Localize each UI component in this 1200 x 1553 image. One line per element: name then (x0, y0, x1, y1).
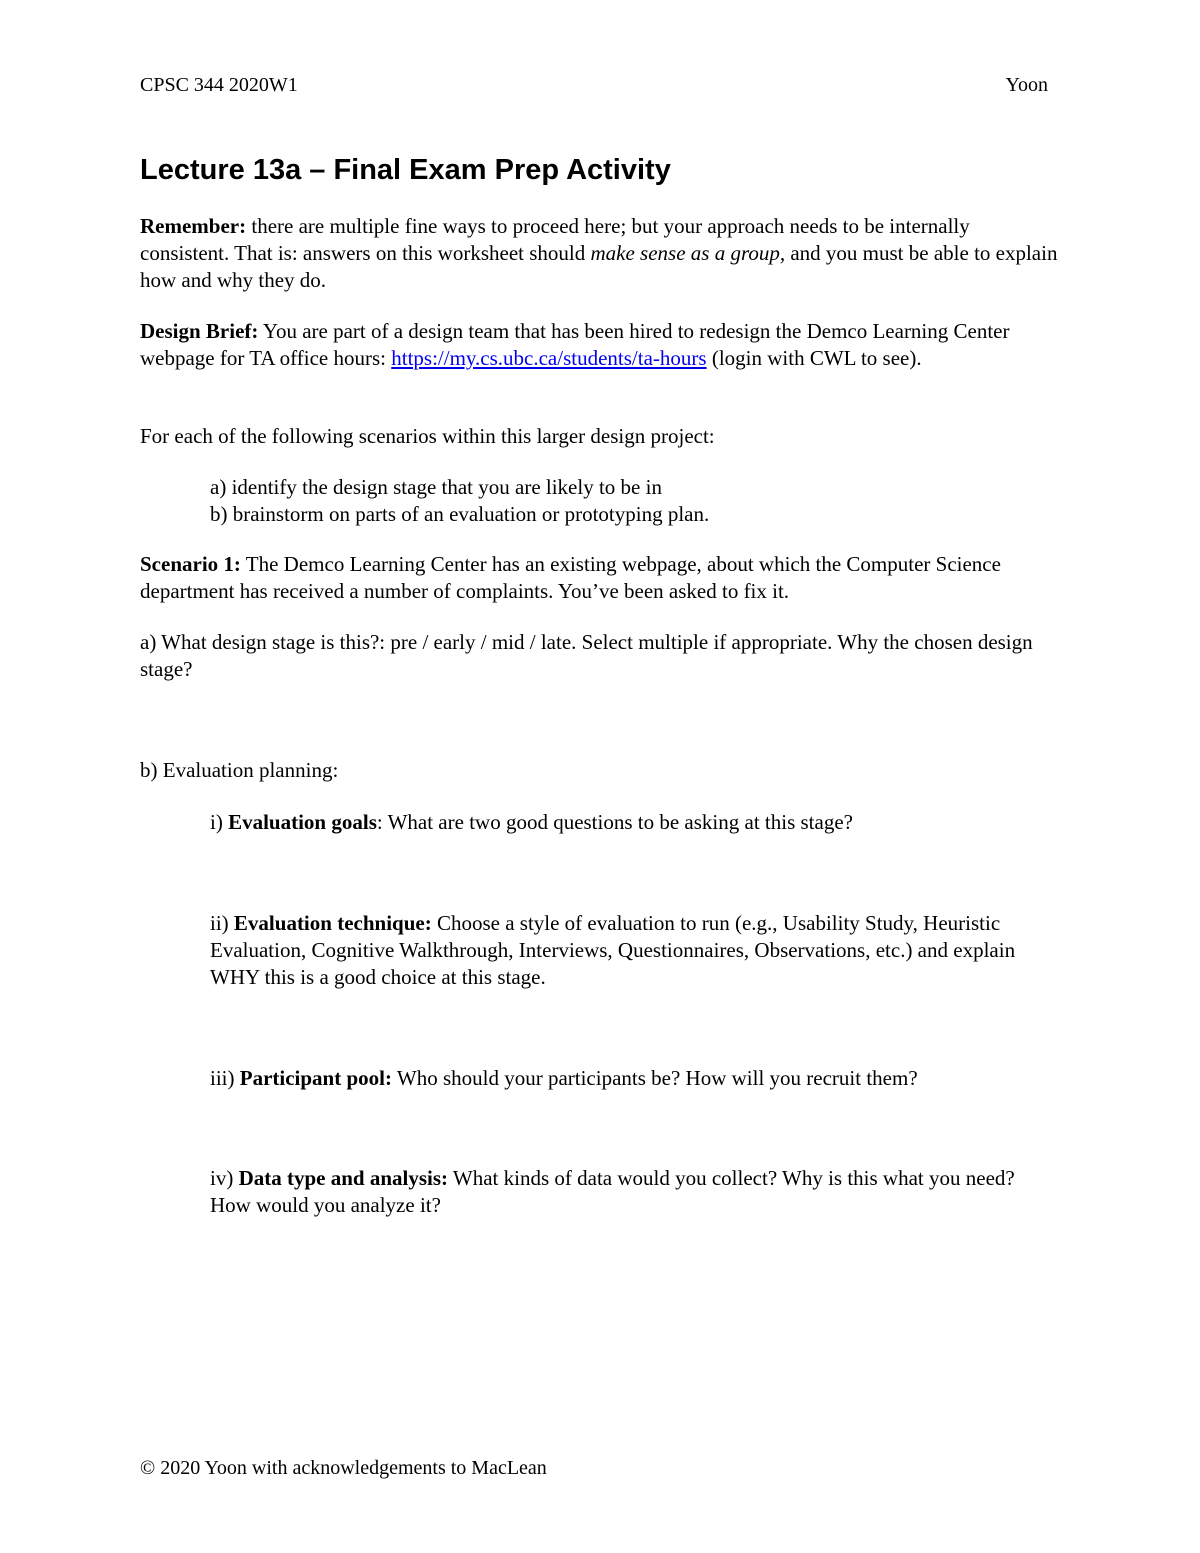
subquestion-i-text: : What are two good questions to be asking at this stage? (376, 810, 853, 834)
remember-emphasis: make sense as a group, (590, 241, 786, 265)
ta-hours-link[interactable]: https://my.cs.ubc.ca/students/ta-hours (391, 346, 707, 370)
question-a: a) What design stage is this?: pre / early / mid / late. Select multiple if appropriate. Why the chosen design stage? (140, 630, 1033, 681)
header-author: Yoon (1005, 74, 1048, 96)
subquestion-ii-text: Choose a style of evaluation to run (e.g., Usability Study, Heuristic Evaluation, Cognitive Walkthrough, Interviews, Questionnaires, Observations, etc.) and explain WHY this is a good choice at this stage. (210, 911, 1016, 989)
subquestion-i-prefix: i) (210, 810, 229, 834)
subquestion-iv-prefix: iv) (210, 1166, 239, 1190)
remember-paragraph (140, 213, 1060, 294)
task-a: a) identify the design stage that you are likely to be in (210, 475, 662, 499)
subquestion-ii-prefix: ii) (210, 911, 234, 935)
subquestion-i (210, 809, 1060, 836)
remember-text-2: and you must be able to explain how and why they do. (140, 241, 1058, 292)
header-course: CPSC 344 2020W1 (140, 74, 298, 96)
design-brief-label: Design Brief: (140, 319, 259, 343)
remember-label: Remember: (140, 214, 247, 238)
remember-text-1: there are multiple fine ways to proceed here; but your approach needs to be internally consistent. That is: answers on this worksheet should (140, 214, 970, 265)
subquestion-iv-text: What kinds of data would you collect? Why is this what you need? How would you analyze it? (210, 1166, 1015, 1217)
design-brief-text-2: (login with CWL to see). (706, 346, 922, 370)
design-brief-text-1: You are part of a design team that has been hired to redesign the Demco Learning Center webpage for TA office hours: (140, 319, 1010, 370)
design-brief-paragraph (140, 318, 1060, 372)
subquestion-iv-label: Data type and analysis: (238, 1166, 449, 1190)
question-b: b) Evaluation planning: (140, 758, 339, 782)
intro-paragraph: For each of the following scenarios within this larger design project: (140, 424, 715, 448)
subquestion-iv (210, 1165, 1060, 1219)
subquestion-iii-prefix: iii) (210, 1066, 240, 1090)
subquestion-iii-label: Participant pool: (239, 1066, 392, 1090)
scenario-1-text: The Demco Learning Center has an existing webpage, about which the Computer Science department has received a number of complaints. You’ve been asked to fix it. (140, 552, 1001, 603)
footer-copyright: © 2020 Yoon with acknowledgements to MacLean (140, 1457, 547, 1479)
scenario-1-label: Scenario 1: (140, 552, 241, 576)
task-b: b) brainstorm on parts of an evaluation or prototyping plan. (210, 502, 710, 526)
subquestion-ii (210, 910, 1060, 991)
subquestion-i-label: Evaluation goals (228, 810, 377, 834)
subquestion-iii-text: Who should your participants be? How will you recruit them? (392, 1066, 918, 1090)
page-title: Lecture 13a – Final Exam Prep Activity (140, 154, 671, 186)
subquestion-iii (210, 1065, 1060, 1092)
subquestion-ii-label: Evaluation technique: (233, 911, 432, 935)
scenario-1-paragraph (140, 551, 1060, 605)
